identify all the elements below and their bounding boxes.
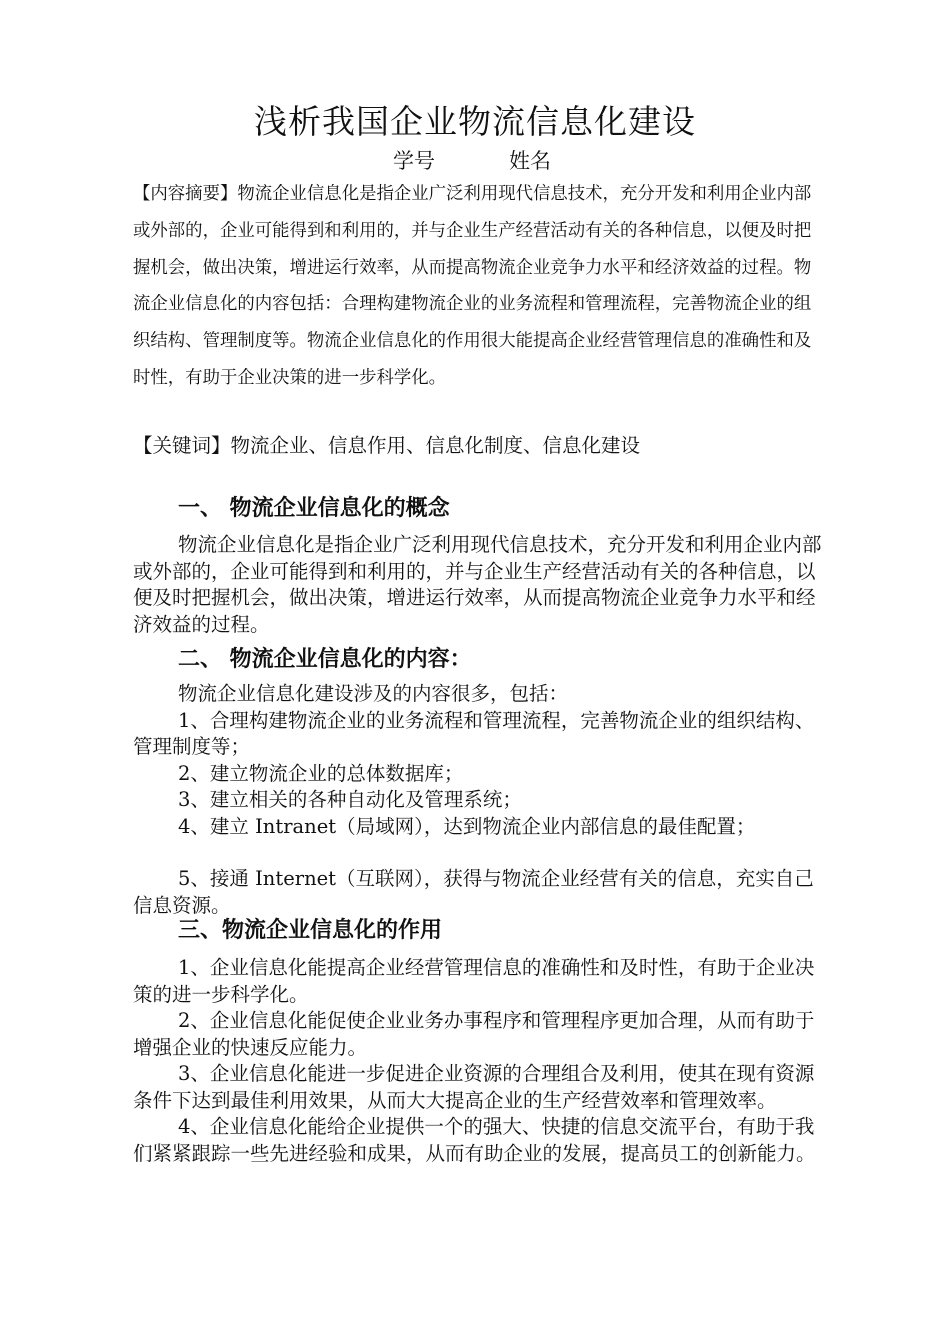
section-2-item-1: 1、合理构建物流企业的业务流程和管理流程，完善物流企业的组织结构、管理制度等； <box>133 708 815 758</box>
section-3-item-2: 2、企业信息化能促使企业业务办事程序和管理程序更加合理，从而有助于增强企业的快速反应能力。 <box>133 1009 815 1059</box>
section-2-paragraph: 物流企业信息化建设涉及的内容很多，包括： <box>178 682 569 705</box>
section-2-item-4: 4、建立 Intranet（局域网），达到物流企业内部信息的最佳配置； <box>178 814 756 838</box>
name-label: 姓名 <box>509 149 551 173</box>
abstract-text: 【内容摘要】物流企业信息化是指企业广泛利用现代信息技术，充分开发和利用企业内部或外部的，企业可能得到和利用的，并与企业生产经营活动有关的各种信息，以便及时把握机会，做出决策，增进运行效率，从而提高物流企业竞争力水平和经济效益的过程。物流企业信息化的内容包括：合理构建物流企业的业务流程和管理流程，完善物流企业的组织结构、管理制度等。物流企业信息化的作用很大能提高企业经营管理信息的准确性和及时性，有助于企业决策的进一步科学化。 <box>133 184 812 388</box>
byline <box>393 148 551 174</box>
document-title: 浅析我国企业物流信息化建设 <box>254 102 696 141</box>
keywords: 【关键词】物流企业、信息作用、信息化制度、信息化建设 <box>133 434 641 457</box>
section-3-item-3: 3、企业信息化能进一步促进企业资源的合理组合及利用，使其在现有资源条件下达到最佳利用效果，从而大大提高企业的生产经营效率和管理效率。 <box>133 1062 815 1112</box>
abstract <box>133 176 823 397</box>
section-3-item-4: 4、企业信息化能给企业提供一个的强大、快捷的信息交流平台，有助于我们紧紧跟踪一些先进经验和成果，从而有助企业的发展，提高员工的创新能力。 <box>133 1115 816 1165</box>
section-3-item-1: 1、企业信息化能提高企业经营管理信息的准确性和及时性，有助于企业决策的进一步科学化。 <box>133 956 815 1006</box>
section-3-body <box>133 955 823 1167</box>
section-1-paragraph: 物流企业信息化是指企业广泛利用现代信息技术，充分开发和利用企业内部或外部的，企业可能得到和利用的，并与企业生产经营活动有关的各种信息，以便及时把握机会，做出决策，增进运行效率，从而提高物流企业竞争力水平和经济效益的过程。 <box>133 533 822 636</box>
section-1-body <box>133 532 823 638</box>
section-2-item-2: 2、建立物流企业的总体数据库； <box>178 761 464 785</box>
section-1-heading: 一、 物流企业信息化的概念 <box>178 496 450 521</box>
student-id-label: 学号 <box>393 149 435 173</box>
section-2-item-5: 5、接通 Internet（互联网），获得与物流企业经营有关的信息，充实自己信息资源。 <box>133 867 814 917</box>
spacer <box>133 840 823 866</box>
section-2-body <box>133 681 823 919</box>
section-2-item-3: 3、建立相关的各种自动化及管理系统； <box>178 788 522 811</box>
section-2-heading: 二、 物流企业信息化的内容： <box>178 647 472 672</box>
section-3-heading: 三、物流企业信息化的作用 <box>178 918 443 943</box>
